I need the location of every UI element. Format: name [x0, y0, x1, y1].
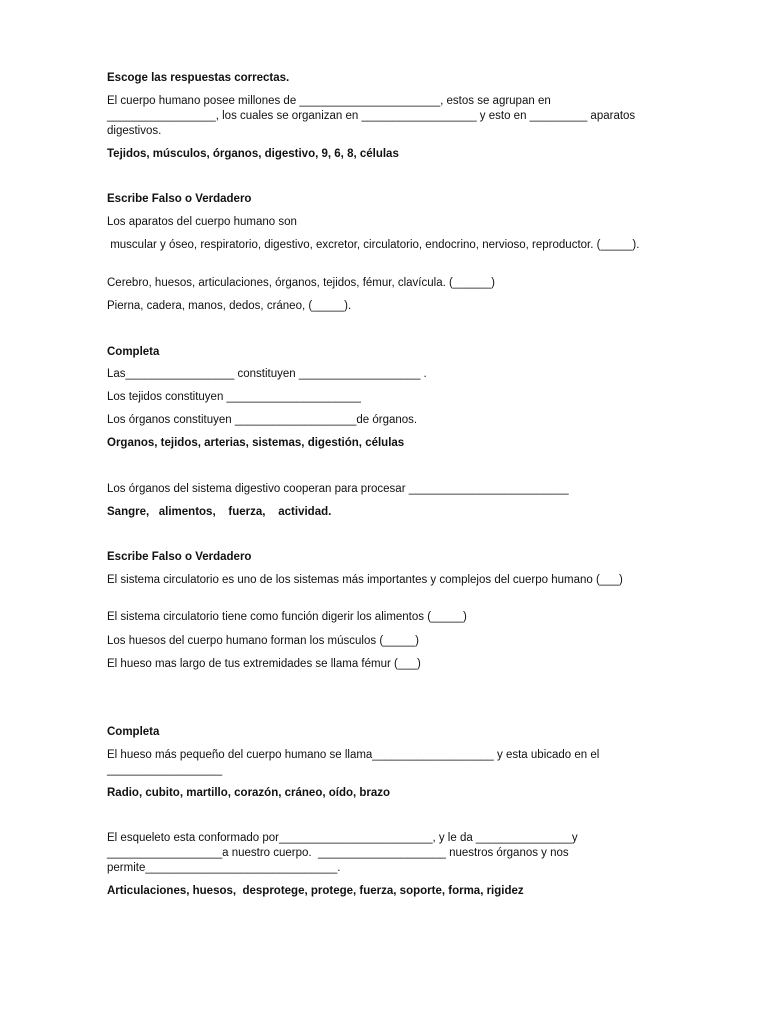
- question-text: El sistema circulatorio tiene como función digerir los alimentos (_____): [107, 611, 467, 623]
- question-text: El hueso mas largo de tus extremidades se llama fémur (___): [107, 658, 421, 670]
- question-text: Cerebro, huesos, articulaciones, órganos, tejidos, fémur, clavícula. (______): [107, 277, 496, 289]
- question-text: muscular y óseo, respiratorio, digestivo, excretor, circulatorio, endocrino, nervioso, reproductor. (_____).: [107, 239, 640, 251]
- word-bank: Tejidos, músculos, órganos, digestivo, 9, 6, 8, células: [107, 148, 399, 160]
- question-text: El sistema circulatorio es uno de los sistemas más importantes y complejos del cuerpo humano (___): [107, 574, 623, 586]
- question-text: Pierna, cadera, manos, dedos, cráneo, (_____).: [107, 300, 352, 312]
- question-text: Las_________________ constituyen ___________________ .: [107, 368, 427, 380]
- question-text: Los huesos del cuerpo humano forman los músculos (_____): [107, 635, 419, 647]
- section-heading: Completa: [107, 726, 160, 738]
- word-bank: Radio, cubito, martillo, corazón, cráneo, oído, brazo: [107, 787, 391, 799]
- question-text: Los órganos del sistema digestivo cooperan para procesar _________________________: [107, 483, 569, 495]
- question-text: El cuerpo humano posee millones de ______________________, estos se agrupan en _________________, los cuales se organizan en __________________ y esto en _________ aparatos digestivos.: [107, 95, 639, 137]
- question-text: Los aparatos del cuerpo humano son: [107, 216, 297, 228]
- section-heading: Escoge las respuestas correctas.: [107, 72, 290, 84]
- question-text: El esqueleto esta conformado por________________________, y le da _______________y __________________a nuestro cuerpo. ____________________ nuestros órganos y nos permite______________________________.: [107, 832, 581, 874]
- question-text: Los órganos constituyen ___________________de órganos.: [107, 414, 418, 426]
- section-heading: Completa: [107, 346, 160, 358]
- word-bank: Organos, tejidos, arterias, sistemas, digestión, células: [107, 437, 405, 449]
- question-text: El hueso más pequeño del cuerpo humano se llama___________________ y esta ubicado en el __________________: [107, 749, 603, 776]
- word-bank: Sangre, alimentos, fuerza, actividad.: [107, 506, 332, 518]
- word-bank: Articulaciones, huesos, desprotege, protege, fuerza, soporte, forma, rigidez: [107, 885, 524, 897]
- section-heading: Escribe Falso o Verdadero: [107, 193, 252, 205]
- question-text: Los tejidos constituyen _____________________: [107, 391, 361, 403]
- section-heading: Escribe Falso o Verdadero: [107, 551, 252, 563]
